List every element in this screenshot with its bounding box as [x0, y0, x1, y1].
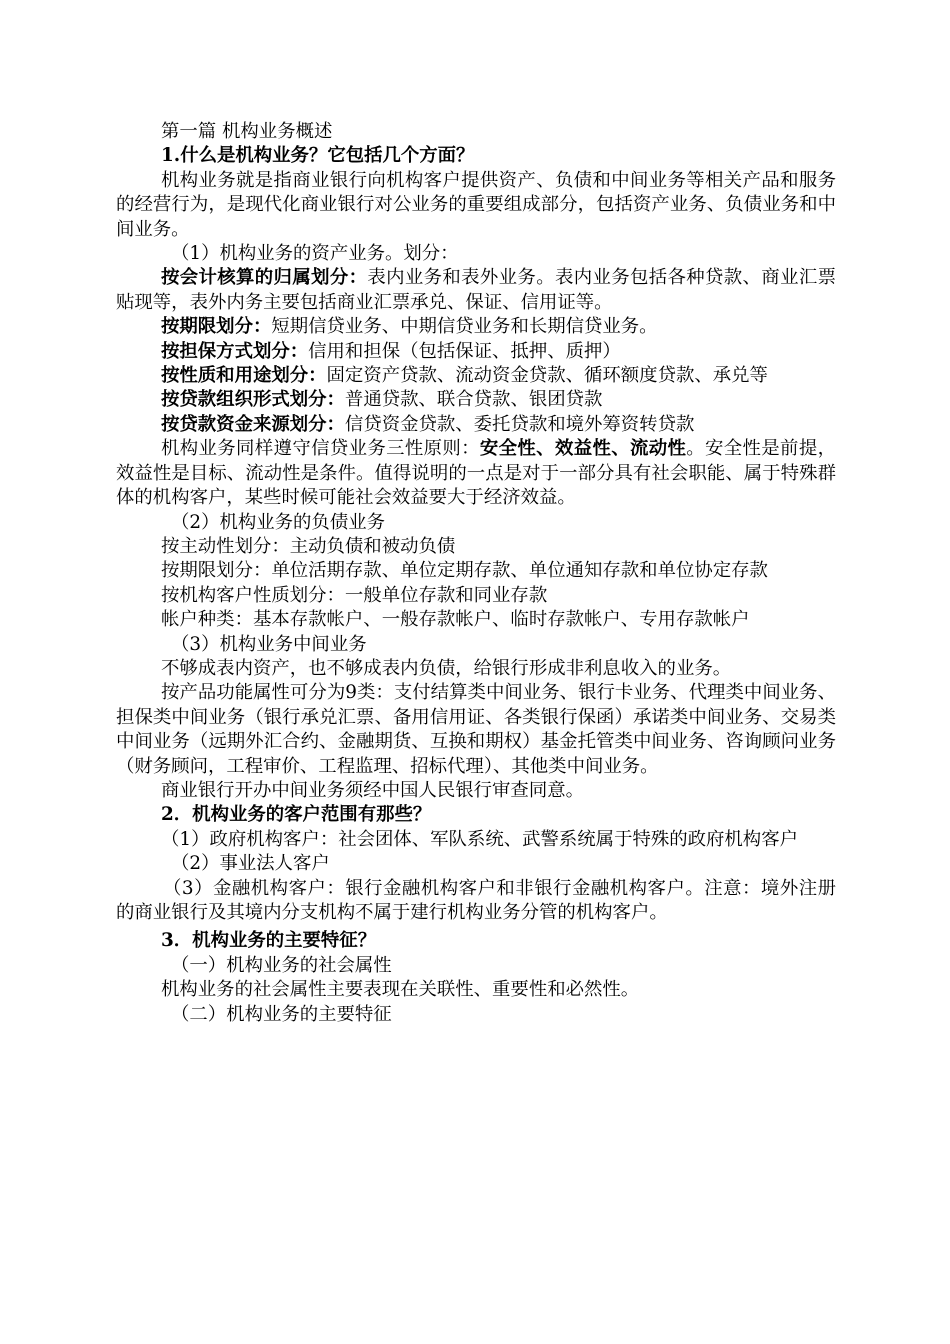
liability-item: 帐户种类：基本存款帐户、一般存款帐户、临时存款帐户、专用存款帐户	[161, 609, 750, 631]
question-2-heading: 2．机构业务的客户范围有那些？	[161, 804, 432, 826]
three-principles-paragraph	[116, 437, 836, 510]
asset-item-text: 信用和担保（包括保证、抵押、质押）	[308, 340, 621, 362]
asset-item-label: 按贷款资金来源划分：	[161, 413, 345, 435]
principle-post: 。安全性是前提，效益性是目标、流动性是条件。值得说明的一点是对于一部分具有社会职能、属于特殊群体的机构客户，某些时候可能社会效益要大于经济效益。	[116, 438, 836, 509]
section-social-attribute-title: （一）机构业务的社会属性	[171, 954, 392, 976]
asset-item-text: 短期信贷业务、中期信贷业务和长期信贷业务。	[271, 316, 658, 338]
intermediate-item: 不够成表内资产，也不够成表内负债，给银行形成非利息收入的业务。	[161, 657, 732, 679]
principle-emphasis: 安全性、效益性、流动性	[479, 438, 687, 460]
asset-item-purpose	[116, 364, 836, 388]
asset-item-text: 信贷资金贷款、委托贷款和境外筹资转贷款	[344, 413, 695, 435]
question-1-intro: 机构业务就是指商业银行向机构客户提供资产、负债和中间业务等相关产品和服务的经营行为，是现代化商业银行对公业务的重要组成部分，包括资产业务、负债业务和中间业务。	[116, 169, 836, 240]
client-scope-item: （1）政府机构客户：社会团体、军队系统、武警系统属于特殊的政府机构客户	[161, 828, 798, 850]
asset-item-term	[116, 315, 836, 339]
liability-business-title: （2）机构业务的负债业务	[171, 511, 385, 533]
asset-item-text: 普通贷款、联合贷款、银团贷款	[344, 389, 603, 411]
intermediate-item: 商业银行开办中间业务须经中国人民银行审查同意。	[161, 779, 584, 801]
question-1-heading: 1.什么是机构业务？它包括几个方面？	[161, 145, 475, 167]
asset-item-organization	[116, 388, 836, 412]
asset-item-text: 固定资产贷款、流动资金贷款、循环额度贷款、承兑等	[326, 365, 768, 387]
asset-item-label: 按担保方式划分：	[161, 340, 309, 362]
chapter-title: 第一篇 机构业务概述	[161, 121, 333, 142]
question-3-heading: 3．机构业务的主要特征？	[161, 930, 377, 952]
section-social-attribute-text: 机构业务的社会属性主要表现在关联性、重要性和必然性。	[161, 979, 640, 1001]
asset-item-label: 按性质和用途划分：	[161, 365, 327, 387]
asset-item-guarantee	[116, 340, 836, 364]
asset-item-label: 按会计核算的归属划分：	[161, 267, 368, 289]
asset-item-label: 按期限划分：	[161, 316, 272, 338]
intermediate-item: 按产品功能属性可分为9类：支付结算类中间业务、银行卡业务、代理类中间业务、担保类中间业务（银行承兑汇票、备用信用证、各类银行保函）承诺类中间业务、交易类中间业务（远期外汇合约、金融期货、互换和期权）基金托管类中间业务、咨询顾问业务（财务顾问，工程审价、工程监理、招标代理）、其他类中间业务。	[116, 682, 836, 777]
principle-pre: 机构业务同样遵守信贷业务三性原则：	[161, 438, 480, 460]
document-page	[116, 120, 836, 1027]
asset-item-label: 按贷款组织形式划分：	[161, 389, 345, 411]
intermediate-business-title: （3）机构业务中间业务	[171, 633, 367, 655]
liability-item: 按期限划分：单位活期存款、单位定期存款、单位通知存款和单位协定存款	[161, 560, 768, 582]
client-scope-item: （3）金融机构客户：银行金融机构客户和非银行金融机构客户。注意：境外注册的商业银行及其境内分支机构不属于建行机构业务分管的机构客户。	[116, 877, 836, 923]
liability-item: 按主动性划分：主动负债和被动负债	[161, 535, 456, 557]
asset-item-text: 表内业务和表外业务。表内业务包括各种贷款、商业汇票贴现等，表外内务主要包括商业汇票承兑、保证、信用证等。	[116, 267, 836, 313]
asset-item-accounting	[116, 266, 836, 315]
section-main-features-title: （二）机构业务的主要特征	[171, 1003, 392, 1025]
client-scope-item: （2）事业法人客户	[171, 853, 330, 875]
liability-item: 按机构客户性质划分：一般单位存款和同业存款	[161, 584, 548, 606]
asset-business-title: （1）机构业务的资产业务。划分：	[171, 243, 459, 265]
asset-item-fund-source	[116, 413, 836, 437]
